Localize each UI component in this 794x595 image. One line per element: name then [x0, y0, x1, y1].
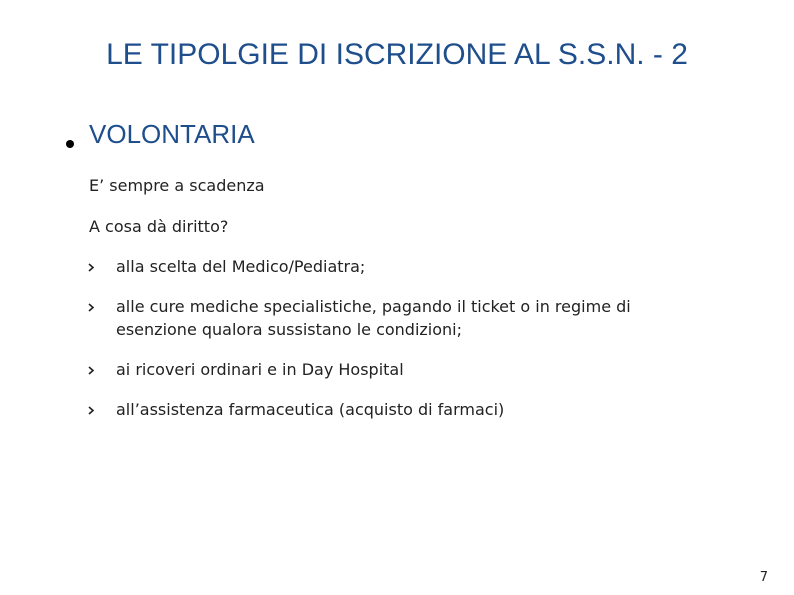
- list-item-text: all’assistenza farmaceutica (acquisto di farmaci): [116, 400, 505, 419]
- list-item: [87, 295, 707, 341]
- list-item-text: alle cure mediche specialistiche, pagando il ticket o in regime di esenzione qualora sussistano le condizioni;: [116, 297, 631, 339]
- chevron-right-icon: [87, 366, 96, 375]
- entitlements-list: [87, 255, 707, 438]
- bullet-icon: [66, 140, 74, 148]
- chevron-right-icon: [87, 263, 96, 272]
- list-item: [87, 398, 707, 421]
- body-line-expiry: E’ sempre a scadenza: [89, 176, 265, 195]
- list-item-text: ai ricoveri ordinari e in Day Hospital: [116, 360, 404, 379]
- chevron-right-icon: [87, 303, 96, 312]
- page-number: 7: [759, 570, 768, 585]
- slide-title: LE TIPOLGIE DI ISCRIZIONE AL S.S.N. - 2: [106, 38, 688, 71]
- list-item: [87, 358, 707, 381]
- body-line-question: A cosa dà diritto?: [89, 217, 229, 236]
- chevron-right-icon: [87, 406, 96, 415]
- list-item-text: alla scelta del Medico/Pediatra;: [116, 257, 366, 276]
- list-item: [87, 255, 707, 278]
- section-heading: VOLONTARIA: [89, 119, 255, 149]
